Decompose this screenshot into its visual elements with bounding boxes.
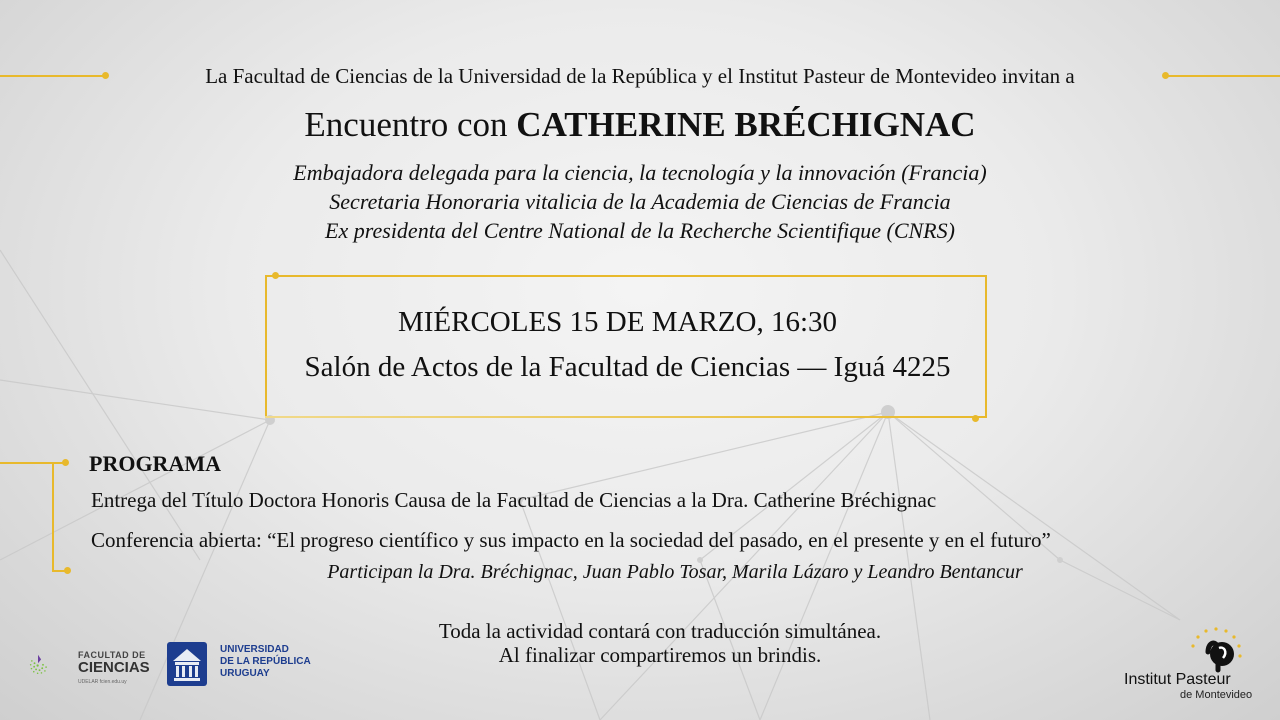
event-frame [265, 275, 987, 418]
role-line: Secretaria Honoraria vitalicia de la Academia de Ciencias de Francia [329, 189, 951, 214]
event-frame-left [265, 275, 267, 418]
intro-text: La Facultad de Ciencias de la Universidad de la República y el Institut Pasteur de Montevideo invitan a [205, 64, 1075, 88]
programa-participants: Participan la Dra. Bréchignac, Juan Pablo Tosar, Marila Lázaro y Leandro Bentancur [327, 561, 1023, 583]
speaker-roles [0, 158, 1280, 245]
title-prefix: Encuentro con [304, 105, 517, 144]
closing-line: Al finalizar compartiremos un brindis. [498, 643, 822, 667]
event-date: MIÉRCOLES 15 DE MARZO, 16:30 [397, 306, 838, 338]
programa-item: Conferencia abierta: “El progreso científico y sus impacto en la sociedad del pasado, en el presente y en el futuro” [91, 528, 1051, 552]
event-frame-dot-bottom [972, 415, 979, 422]
udelar-logo-line3: URUGUAY [220, 668, 270, 679]
udelar-logo-text [220, 644, 311, 680]
udelar-seal-icon [166, 641, 208, 687]
speaker-name: CATHERINE BRÉCHIGNAC [516, 105, 976, 144]
facultad-logo-line1: FACULTAD DE [78, 650, 146, 660]
facultad-logo-line2: CIENCIAS [78, 659, 150, 676]
role-line: Embajadora delegada para la ciencia, la tecnología y la innovación (Francia) [293, 160, 987, 185]
role-line: Ex presidenta del Centre National de la Recherche Scientifique (CNRS) [325, 218, 955, 243]
closing-line: Toda la actividad contará con traducción simultánea. [438, 619, 882, 643]
programa-line-vertical [52, 462, 54, 572]
udelar-logo-line1: UNIVERSIDAD [220, 644, 289, 655]
event-frame-dot-top [272, 272, 279, 279]
event-frame-bottom [265, 416, 987, 418]
programa-line-top [0, 462, 64, 464]
programa-dot-top [62, 459, 69, 466]
programa-heading: PROGRAMA [89, 451, 221, 476]
pasteur-logo-subtitle: de Montevideo [1180, 689, 1253, 701]
facultad-logo-url: UDELAR fcien.edu.uy [78, 679, 127, 685]
event-title [0, 105, 1280, 145]
event-place: Salón de Actos de la Facultad de Ciencias — Iguá 4225 [304, 351, 951, 383]
udelar-logo-line2: DE LA REPÚBLICA [220, 656, 311, 667]
facultad-ciencias-logo-icon [28, 638, 78, 690]
pasteur-logo-name: Institut Pasteur [1124, 671, 1231, 688]
facultad-ciencias-logo-text [78, 650, 150, 685]
programa-item: Entrega del Título Doctora Honoris Causa de la Facultad de Ciencias a la Dra. Catherine Bréchignac [91, 488, 937, 512]
